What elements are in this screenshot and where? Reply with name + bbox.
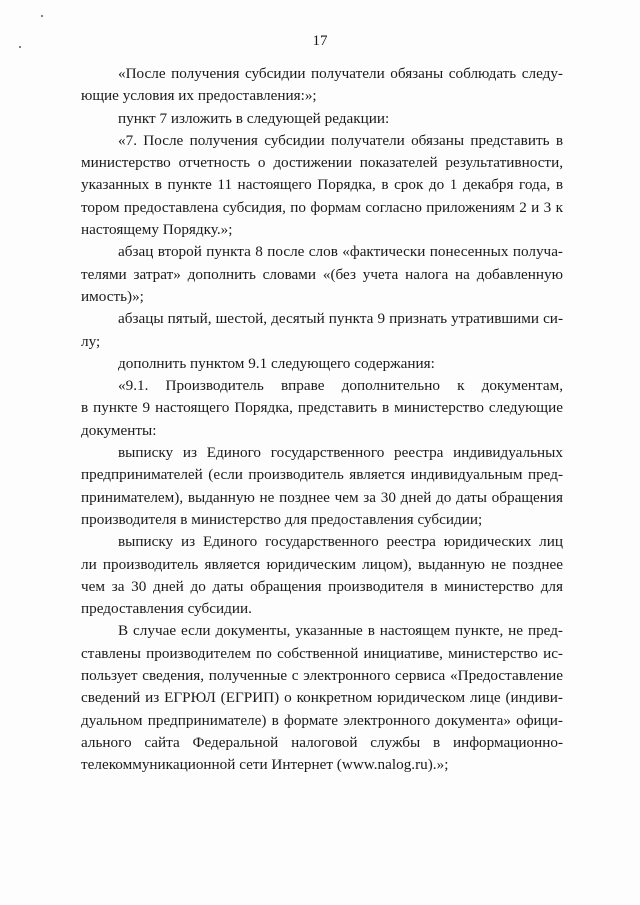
text-line: пункт 7 изложить в следующей редакции: [118, 109, 390, 127]
text-line: тором предоставлена субсидия, по формам согласно приложениям 2 и 3 к [81, 198, 563, 216]
text-line: имость)»; [81, 287, 144, 305]
text-line: указанных в пункте 11 настоящего Порядка, в срок до 1 декабря года, в [81, 176, 563, 194]
text-line: чем за 30 дней до даты обращения производителя в министерство для [81, 577, 563, 595]
text-line: министерство отчетность о достижении показателей результативности, [81, 154, 563, 172]
text-line: ального сайта Федеральной налоговой службы в информационно- [81, 733, 563, 751]
text-line: «7. После получения субсидии получатели обязаны представить в [118, 131, 563, 149]
text-line: ющие условия их предоставления:»; [81, 87, 317, 105]
text-line: абзацы пятый, шестой, десятый пункта 9 признать утратившими си- [118, 310, 563, 328]
scan-mark [41, 15, 43, 17]
text-line: «9.1. Производитель вправе дополнительно к документам, [118, 377, 563, 395]
text-line: ставлены производителем по собственной инициативе, министерство ис- [81, 644, 563, 662]
text-line: предоставления субсидии. [81, 600, 252, 618]
text-line: телекоммуникационной сети Интернет (www.nalog.ru).»; [81, 756, 449, 774]
text-line: дуальном предпринимателе) в формате электронного документа» офици- [81, 711, 563, 729]
text-line: дополнить пунктом 9.1 следующего содержания: [118, 354, 435, 372]
text-line: выписку из Единого государственного реестра индивидуальных [118, 444, 563, 462]
text-line: В случае если документы, указанные в настоящем пункте, не пред- [118, 622, 563, 640]
text-line: лу; [81, 332, 101, 350]
page-number: 17 [312, 33, 328, 49]
text-line: сведений из ЕГРЮЛ (ЕГРИП) о конкретном юридическом лице (индиви- [81, 689, 563, 707]
text-line: предпринимателей (если производитель является индивидуальным пред- [81, 466, 563, 484]
text-line: производителя в министерство для предоставления субсидии; [81, 510, 483, 528]
text-line: телями затрат» дополнить словами «(без учета налога на добавленную [81, 265, 563, 283]
text-line: принимателем), выданную не позднее чем за 30 дней до даты обращения [81, 488, 563, 506]
text-line: «После получения субсидии получатели обязаны соблюдать следу- [118, 65, 563, 82]
text-line: абзац второй пункта 8 после слов «фактически понесенных получа- [118, 243, 563, 261]
text-line: в пункте 9 настоящего Порядка, представить в министерство следующие [81, 399, 563, 417]
text-line: выписку из Единого государственного реестра юридических лиц [118, 533, 563, 551]
text-line: настоящему Порядку.»; [81, 221, 233, 239]
document-body [81, 63, 563, 777]
text-line: ли производитель является юридическим лицом), выданную не позднее [81, 555, 563, 573]
text-line: пользует сведения, полученные с электронного сервиса «Предоставление [81, 667, 563, 685]
text-line: документы: [81, 421, 157, 439]
